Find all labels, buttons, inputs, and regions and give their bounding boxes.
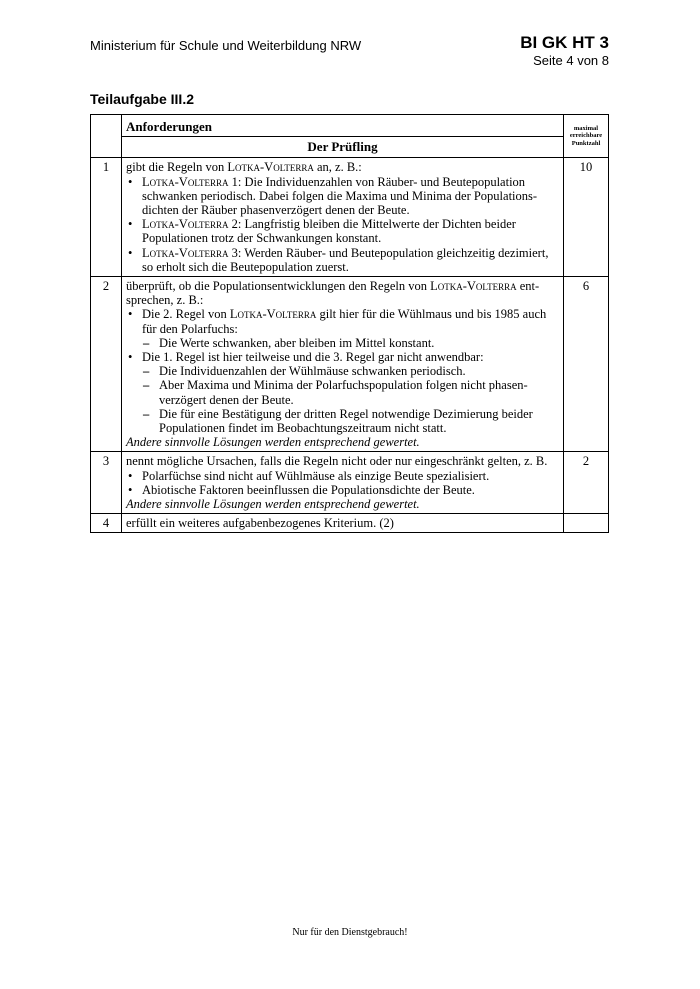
row-requirement: erfüllt ein weiteres aufgabenbezogenes Kriterium. (2) [122, 514, 564, 533]
table-row [91, 514, 609, 533]
page-number: Seite 4 von 8 [533, 53, 609, 68]
subtask-title: Teilaufgabe III.2 [90, 91, 194, 107]
row-requirement [122, 277, 564, 452]
row-number: 3 [91, 452, 122, 514]
row-requirement [122, 158, 564, 277]
row-intro: überprüft, ob die Populationsentwicklungen den Regeln von Lotka-Volterra entsprechen, z. B.: [126, 279, 540, 308]
row-note: Andere sinnvolle Lösungen werden entsprechend gewertet. [126, 435, 420, 450]
list-item: – Die Individuenzahlen der Wühlmäuse schwanken periodisch. [159, 364, 559, 378]
header-number-cell [91, 115, 122, 158]
dash-list [142, 336, 559, 350]
row-points [564, 514, 609, 533]
list-item: • Die 2. Regel von Lotka-Volterra gilt hier für die Wühlmaus und bis 1985 auch für den Polarfuchs: – Die Werte schwanken, aber bleiben im Mittel konstant. [142, 307, 559, 350]
ministry-name: Ministerium für Schule und Weiterbildung NRW [90, 38, 362, 53]
row-intro: gibt die Regeln von Lotka-Volterra an, z. B.: [126, 160, 362, 175]
footer-note: Nur für den Dienstgebrauch! [292, 927, 408, 938]
list-item: – Die für eine Bestätigung der dritten Regel notwendige Dezimierung beider Populationen findet im Beobachtungszeitraum nicht statt. [159, 407, 559, 435]
row-number: 1 [91, 158, 122, 277]
row-points: 6 [564, 277, 609, 452]
list-item: • Polarfüchse sind nicht auf Wühlmäuse als einzige Beute spezialisiert. [142, 469, 559, 483]
row-points: 10 [564, 158, 609, 277]
exam-code: BI GK HT 3 [520, 33, 609, 52]
row-requirement [122, 452, 564, 514]
bullet-list [126, 175, 559, 274]
list-item: • Abiotische Faktoren beeinflussen die Populationsdichte der Beute. [142, 483, 559, 497]
list-item: • Lotka-Volterra 2: Langfristig bleiben die Mittelwerte der Dichten beider Populationen trotz der Schwankungen konstant. [142, 217, 559, 245]
table-header-row [91, 115, 609, 137]
row-number: 2 [91, 277, 122, 452]
list-item: – Die Werte schwanken, aber bleiben im Mittel konstant. [159, 336, 559, 350]
bullet-list [126, 469, 559, 497]
row-intro: nennt mögliche Ursachen, falls die Regeln nicht oder nur eingeschränkt gelten, z. B. [126, 454, 548, 469]
table-row [91, 277, 609, 452]
list-item: • Lotka-Volterra 1: Die Individuenzahlen von Räuber- und Beutepopulation schwanken periodisch. Dabei folgen die Maxima und Minima der Populationsdichten der Räuber phasenverzögert denen der Beute. [142, 175, 559, 218]
header-max-points: maximal erreichbare Punktzahl [564, 115, 609, 158]
row-points: 2 [564, 452, 609, 514]
header-requirements: Anforderungen [122, 115, 564, 137]
list-item: – Aber Maxima und Minima der Polarfuchspopulation folgen nicht phasenverzögert denen der Beute. [159, 378, 559, 406]
table-row [91, 158, 609, 277]
requirements-table [90, 114, 609, 533]
bullet-list [126, 307, 559, 435]
row-number: 4 [91, 514, 122, 533]
header-candidate: Der Prüfling [122, 137, 564, 158]
list-item: • Lotka-Volterra 3: Werden Räuber- und Beutepopulation gleichzeitig dezimiert, so erholt sich die Beutepopulation zuerst. [142, 246, 559, 274]
row-note: Andere sinnvolle Lösungen werden entsprechend gewertet. [126, 497, 420, 512]
document-header-right [520, 33, 609, 68]
dash-list [142, 364, 559, 435]
table-row [91, 452, 609, 514]
table-subheader-row [91, 137, 609, 158]
list-item: • Die 1. Regel ist hier teilweise und die 3. Regel gar nicht anwendbar: – Die Individuenzahlen der Wühlmäuse schwanken periodisch. – Aber Maxima und Minima der Polarfuchspopulation folgen nicht phasenverzögert denen der Beute. – Die für eine Bestätigung der dritten Regel notwendige Dezimierung beider Populationen findet im Beobachtungszeitraum nicht statt. [142, 350, 559, 435]
